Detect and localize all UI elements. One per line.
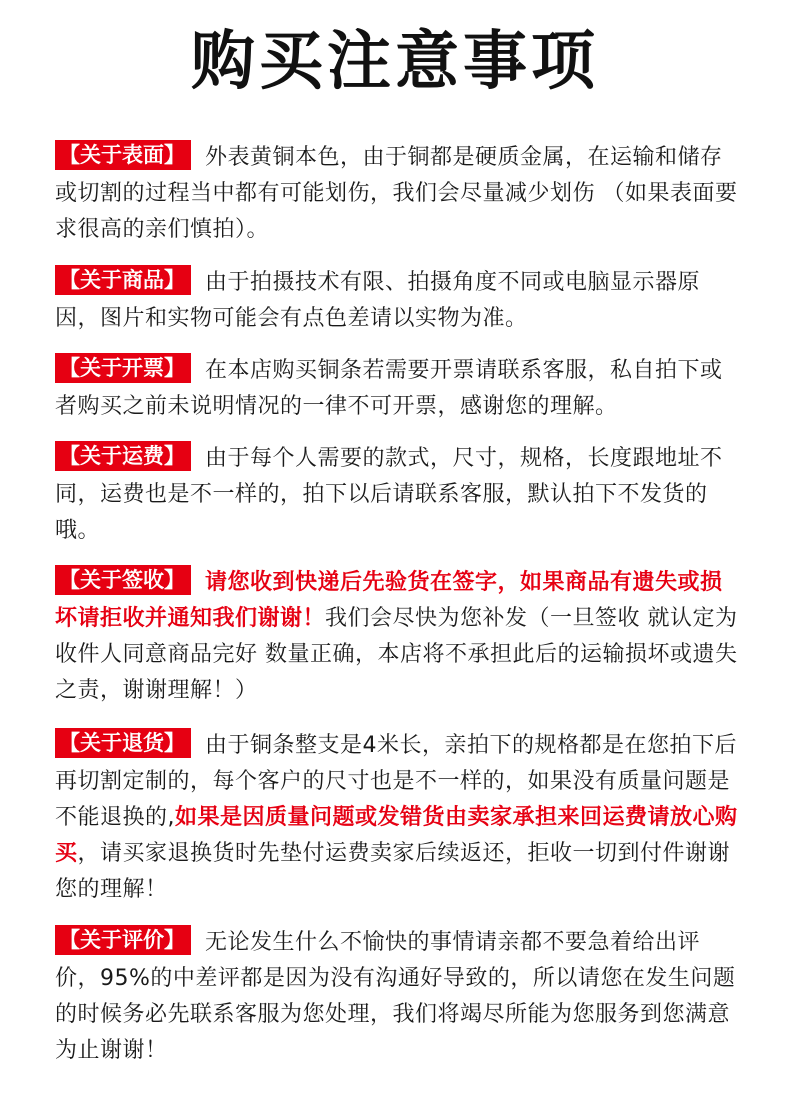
section-surface	[55, 140, 738, 248]
section-tag: 【关于商品】	[55, 265, 191, 295]
section-warning-text: 如果是因质量问题或发错货由卖家承担来回运费请放心购买	[55, 805, 738, 866]
section-tag: 【关于表面】	[55, 140, 191, 170]
page-title: 购买注意事项	[191, 25, 599, 99]
section-tag: 【关于退货】	[55, 728, 191, 758]
section-text: 我们会尽快为您补发（一旦签收 就认定为收件人同意商品完好 数量正确，本店将不承担此后的运输损坏或遗失之责，谢谢理解！）	[55, 606, 738, 703]
section-text: 外表黄铜本色，由于铜都是硬质金属，在运输和储存或切割的过程当中都有可能划伤，我们会尽量减少划伤 （如果表面要求很高的亲们慎拍）。	[55, 145, 738, 242]
section-text: 由于铜条整支是4米长，亲拍下的规格都是在您拍下后再切割定制的，每个客户的尺寸也是不一样的，如果没有质量问题是不能退换的,	[55, 733, 737, 830]
section-text: 无论发生什么不愉快的事情请亲都不要急着给出评价，95%的中差评都是因为没有沟通好导致的，所以请您在发生问题的时候务必先联系客服为您处理，我们将竭尽所能为您服务到您满意为止谢谢！	[55, 930, 736, 1063]
section-shipping	[55, 441, 738, 549]
section-text: 由于拍摄技术有限、拍摄角度不同或电脑显示器原因，图片和实物可能会有点色差请以实物为准。	[55, 270, 701, 331]
section-tag: 【关于评价】	[55, 925, 191, 955]
section-returns	[55, 728, 738, 908]
section-tag: 【关于开票】	[55, 353, 191, 383]
section-tag: 【关于签收】	[55, 565, 191, 595]
section-text-continued: ，请买家退换货时先垫付运费卖家后续返还，拒收一切到付件谢谢您的理解！	[55, 841, 731, 902]
section-tag: 【关于运费】	[55, 441, 191, 471]
section-warning-text: 请您收到快递后先验货在签字，如果商品有遗失或损坏请拒收并通知我们谢谢！	[55, 570, 723, 631]
section-reviews	[55, 925, 738, 1069]
section-text: 由于每个人需要的款式，尺寸，规格，长度跟地址不同，运费也是不一样的，拍下以后请联系客服，默认拍下不发货的哦。	[55, 446, 723, 543]
section-text: 在本店购买铜条若需要开票请联系客服，私自拍下或者购买之前未说明情况的一律不可开票，感谢您的理解。	[55, 358, 723, 419]
section-invoice	[55, 353, 738, 425]
section-signing	[55, 565, 738, 709]
section-product	[55, 265, 738, 337]
